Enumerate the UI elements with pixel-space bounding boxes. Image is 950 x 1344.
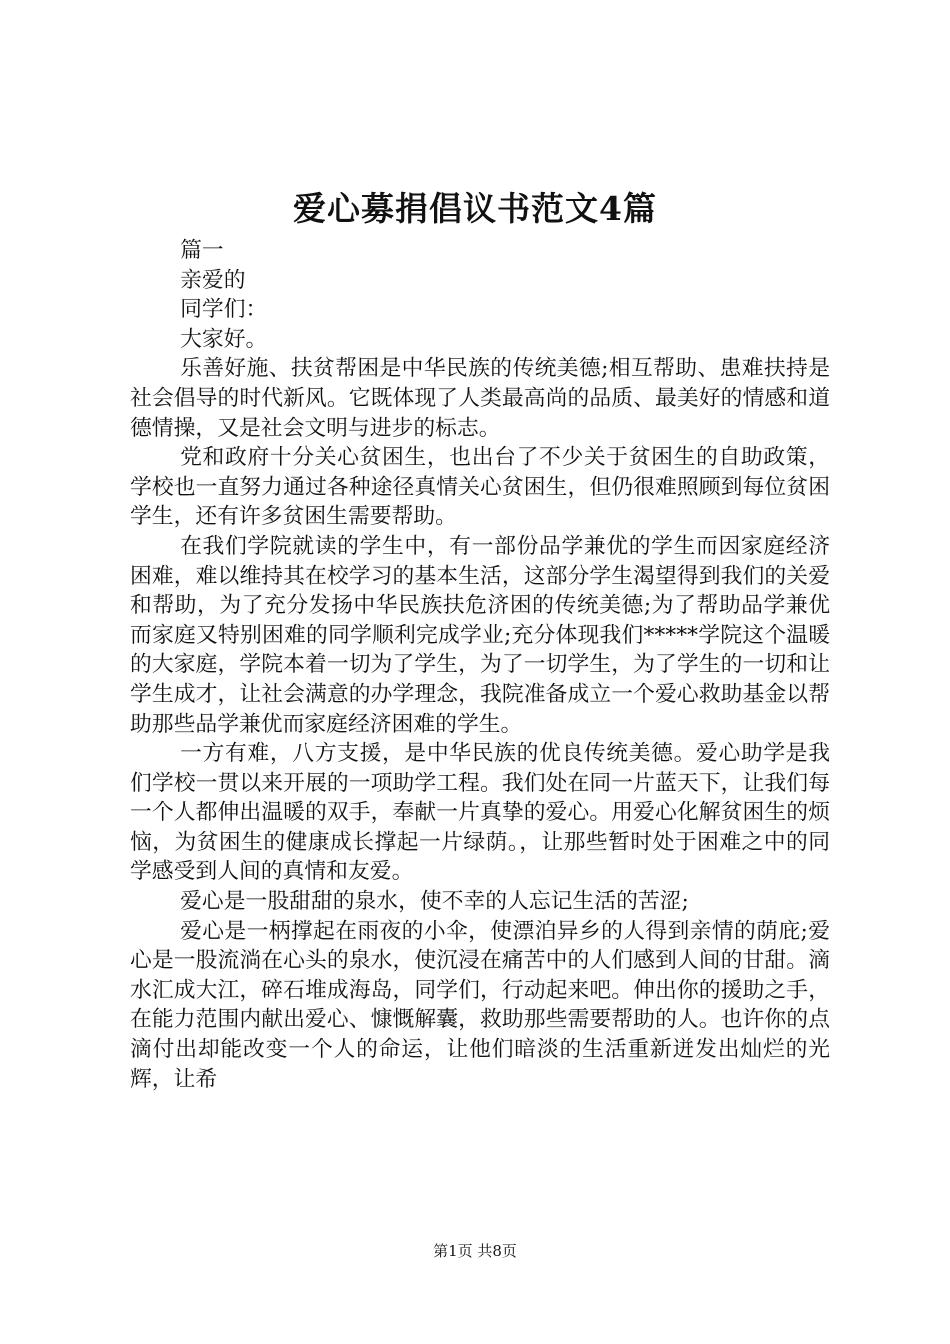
paragraph-salutation: 亲爱的 — [180, 267, 246, 293]
paragraph-body: 一方有难，八方支援，是中华民族的优良传统美德。爱心助学是我们学校一贯以来开展的一项助学工程。我们处在同一片蓝天下，让我们每一个人都伸出温暖的双手，奉献一片真挚的爱心。用爱心化解贫困生的烦恼，为贫困生的健康成长撑起一片绿荫。，让那些暂时处于困难之中的同学感受到人间的真情和友爱。 — [130, 741, 830, 885]
paragraph-salutation-recipients: 同学们： — [180, 297, 268, 323]
page-number-footer: 第1页 共8页 — [433, 1242, 517, 1260]
paragraph-body: 乐善好施、扶贫帮困是中华民族的传统美德;相互帮助、患难扶持是社会倡导的时代新风。它既体现了人类最高尚的品质、最美好的情感和道德情操，又是社会文明与进步的标志。 — [130, 356, 830, 441]
document-body — [130, 236, 830, 1094]
paragraph-body: 爱心是一柄撑起在雨夜的小伞，使漂泊异乡的人得到亲情的荫庇;爱心是一股流淌在心头的泉水，使沉浸在痛苦中的人们感到人间的甘甜。滴水汇成大江，碎石堆成海岛，同学们，行动起来吧。伸出你的援助之手，在能力范围内献出爱心、慷慨解囊，救助那些需要帮助的人。也许你的点滴付出却能改变一个人的命运，让他们暗淡的生活重新迸发出灿烂的光辉，让希 — [130, 918, 830, 1092]
paragraph-body: 在我们学院就读的学生中，有一部份品学兼优的学生而因家庭经济困难，难以维持其在校学习的基本生活，这部分学生渴望得到我们的关爱和帮助，为了充分发扬中华民族扶危济困的传统美德;为了帮助品学兼优而家庭又特别困难的同学顺利完成学业;充分体现我们*****学院这个温暖的大家庭，学院本着一切为了学生，为了一切学生，为了学生的一切和让学生成才，让社会满意的办学理念，我院准备成立一个爱心救助基金以帮助那些品学兼优而家庭经济困难的学生。 — [130, 533, 830, 737]
document-title: 爱心募捐倡议书范文4篇 — [293, 189, 657, 228]
paragraph-body: 爱心是一股甜甜的泉水，使不幸的人忘记生活的苦涩; — [180, 889, 689, 915]
paragraph-greeting: 大家好。 — [180, 326, 268, 352]
paragraph-section-heading: 篇一 — [180, 238, 224, 263]
paragraph-body: 党和政府十分关心贫困生，也出台了不少关于贫困生的自助政策，学校也一直努力通过各种途径真情关心贫困生，但仍很难照顾到每位贫困学生，还有许多贫困生需要帮助。 — [130, 445, 830, 530]
